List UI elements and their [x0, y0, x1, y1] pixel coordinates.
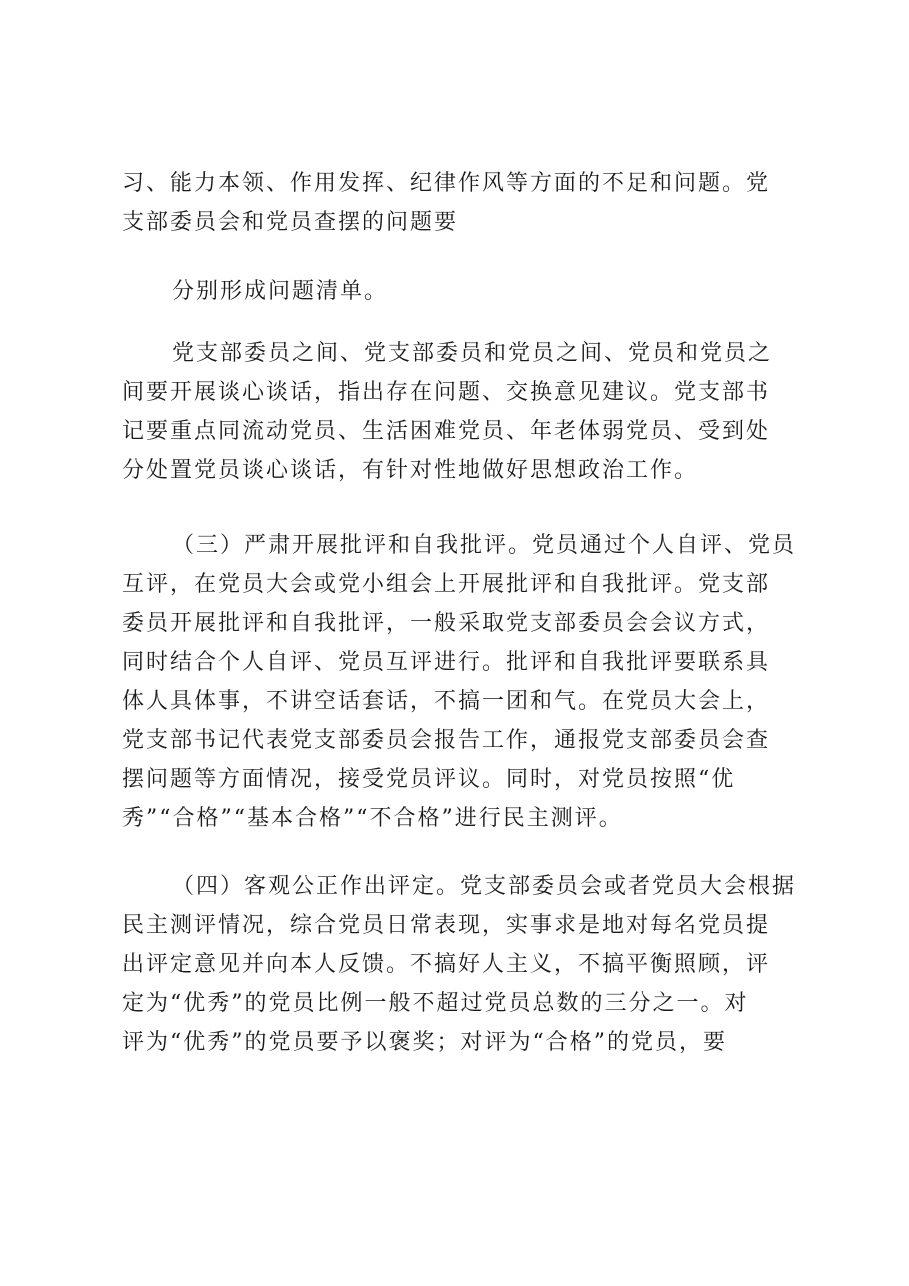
paragraph-section-three	[122, 526, 802, 838]
text-line: 党支部书记代表党支部委员会报告工作，通报党支部委员会查	[122, 728, 771, 753]
text-line: 党支部委员之间、党支部委员和党员之间、党员和党员之	[172, 341, 773, 366]
text-line: 同时结合个人自评、党员互评进行。批评和自我批评要联系具	[122, 650, 771, 675]
text-line: 间要开展谈心谈话，指出存在问题、交换意见建议。党支部书	[122, 380, 771, 405]
text-line: （三）严肃开展批评和自我批评。党员通过个人自评、党员	[172, 533, 797, 558]
paragraph-continuation	[122, 164, 802, 242]
paragraph-problem-list	[122, 272, 802, 311]
text-line: 委员开展批评和自我批评，一般采取党支部委员会会议方式，	[122, 611, 771, 636]
text-line: 体人具体事，不讲空话套话，不搞一团和气。在党员大会上，	[122, 689, 771, 714]
text-line: 记要重点同流动党员、生活困难党员、年老体弱党员、受到处	[122, 419, 771, 444]
text-line: 习、能力本领、作用发挥、纪律作风等方面的不足和问题。党	[122, 171, 771, 196]
text-line: 秀”“合格”“基本合格”“不合格”进行民主测评。	[122, 806, 623, 831]
text-line: 分别形成问题清单。	[172, 279, 389, 304]
text-line: 定为“优秀”的党员比例一般不超过党员总数的三分之一。对	[122, 991, 749, 1016]
text-line: 互评，在党员大会或党小组会上开展批评和自我批评。党支部	[122, 572, 771, 597]
text-line: 分处置党员谈心谈话，有针对性地做好思想政治工作。	[122, 458, 699, 483]
text-line: 摆问题等方面情况，接受党员评议。同时，对党员按照“优	[122, 767, 736, 792]
paragraph-heart-to-heart-talks	[122, 334, 802, 490]
text-line: 支部委员会和党员查摆的问题要	[122, 210, 459, 235]
text-line: 出评定意见并向本人反馈。不搞好人主义，不搞平衡照顾，评	[122, 952, 771, 977]
text-line: （四）客观公正作出评定。党支部委员会或者党员大会根据	[172, 874, 797, 899]
paragraph-section-four	[122, 867, 802, 1062]
text-line: 民主测评情况，综合党员日常表现，实事求是地对每名党员提	[122, 913, 771, 938]
text-line: 评为“优秀”的党员要予以褒奖；对评为“合格”的党员，要	[122, 1030, 727, 1055]
